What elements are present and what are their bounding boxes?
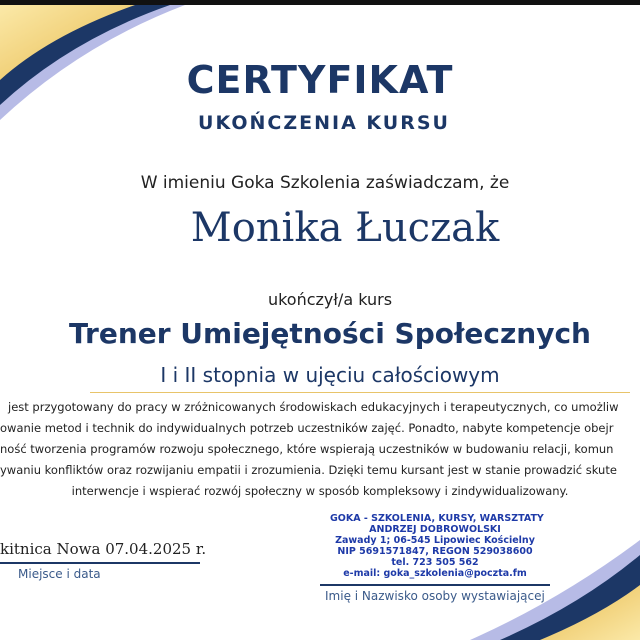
divider	[90, 392, 630, 393]
description-line: jest przygotowany do pracy w zróżnicowanych środowiskach edukacyjnych i terapeutycznych, co umożliw	[8, 400, 619, 414]
course-level: I i II stopnia w ujęciu całościowym	[160, 363, 500, 387]
stamp-line: NIP 5691571847, REGON 529038600	[337, 546, 533, 557]
description-line: ność tworzenia programów rozwoju społecznego, które wspierają uczestników w budowaniu relacji, komun	[0, 442, 614, 456]
description-line: ywaniu konfliktów oraz rozwijaniu empatii i zrozumienia. Dzięki temu kursant jest w stanie prowadzić skute	[0, 463, 617, 477]
issuer-label: Imię i Nazwisko osoby wystawiającej	[325, 589, 545, 603]
stamp-line: e-mail: goka_szkolenia@poczta.fm	[343, 568, 527, 579]
stamp-line: tel. 723 505 562	[391, 557, 479, 568]
company-stamp	[330, 513, 544, 579]
stamp-line: GOKA - SZKOLENIA, KURSY, WARSZTATY	[330, 513, 544, 524]
place-date-value: kitnica Nowa 07.04.2025 r.	[0, 540, 207, 558]
certificate-title: CERTYFIKAT	[186, 58, 454, 102]
place-date-label: Miejsce i data	[18, 567, 101, 581]
intro-text: W imieniu Goka Szkolenia zaświadczam, że	[140, 173, 510, 193]
description-line: owanie metod i technik do indywidualnych potrzeb uczestników zajęć. Ponadto, nabyte kompetencje obejr	[0, 421, 614, 435]
description-line: interwencje i wspierać rozwój społeczny w sposób kompleksowy i zindywidualizowany.	[71, 484, 569, 498]
completed-text: ukończył/a kurs	[267, 290, 393, 309]
stamp-line: ANDRZEJ DOBROWOLSKI	[369, 524, 501, 535]
course-name: Trener Umiejętności Społecznych	[69, 317, 591, 350]
recipient-name: Monika Łuczak	[190, 205, 500, 251]
place-date-line	[0, 562, 200, 564]
stamp-line: Zawady 1; 06-545 Lipowiec Kościelny	[335, 535, 535, 546]
description	[0, 397, 640, 502]
issuer-line	[320, 584, 550, 586]
certificate-subtitle: UKOŃCZENIA KURSU	[198, 112, 450, 134]
